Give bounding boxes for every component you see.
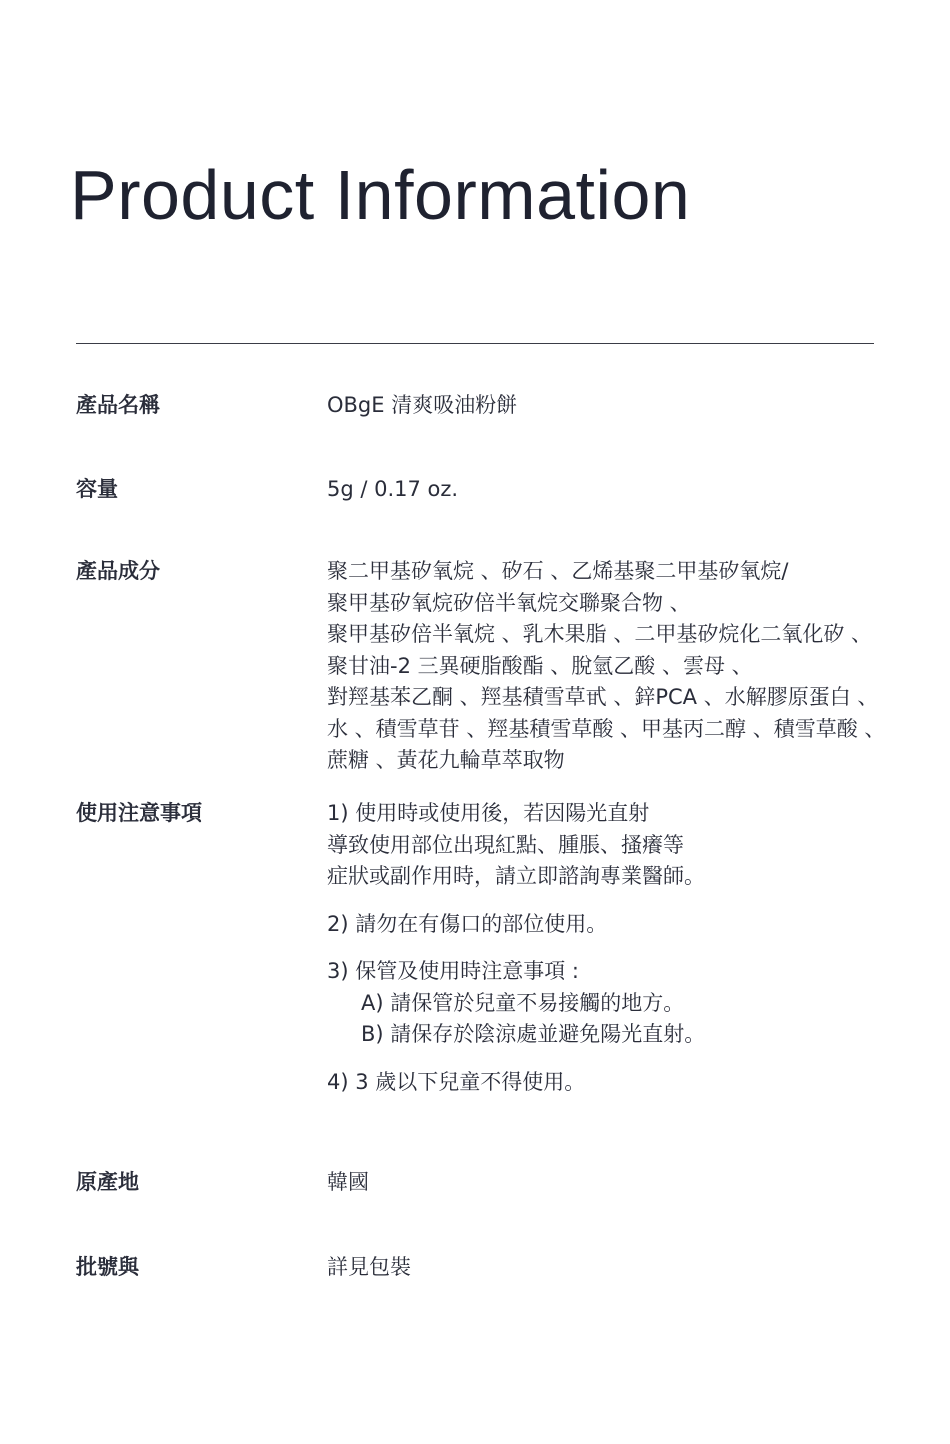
product-name-value: OBgE 清爽吸油粉餅 (327, 393, 518, 417)
origin-label: 原產地 (76, 1170, 139, 1194)
product-name-label: 產品名稱 (76, 393, 160, 417)
caution-line: 2) 請勿在有傷口的部位使用。 (327, 911, 608, 936)
caution-note-1 (327, 798, 877, 893)
ingredients-line: 水 、積雪草苷 、羥基積雪草酸 、甲基丙二醇 、積雪草酸 、 (327, 716, 886, 741)
ingredients-line: 對羥基苯乙酮 、羥基積雪草甙 、鋅PCA 、水解膠原蛋白 、 (327, 685, 879, 709)
capacity-value: 5g / 0.17 oz. (327, 477, 459, 501)
caution-line: 3) 保管及使用時注意事項 : (327, 959, 579, 983)
cautions-label: 使用注意事項 (76, 801, 202, 825)
caution-line: 4) 3 歲以下兒童不得使用。 (327, 1069, 586, 1094)
capacity-label: 容量 (76, 477, 118, 501)
ingredients-value (327, 556, 886, 777)
cautions-value (327, 798, 877, 1114)
caution-line: 1) 使用時或使用後，若因陽光直射 (327, 801, 650, 825)
origin-value: 韓國 (327, 1170, 369, 1194)
ingredients-label: 產品成分 (76, 559, 160, 583)
caution-line: 導致使用部位出現紅點、腫脹、搔癢等 (327, 832, 684, 857)
batch-value: 詳見包裝 (327, 1255, 411, 1279)
ingredients-line: 聚二甲基矽氧烷 、矽石 、乙烯基聚二甲基矽氧烷/ (327, 559, 789, 583)
caution-line: 症狀或副作用時，請立即諮詢專業醫師。 (327, 864, 705, 888)
ingredients-line: 聚甲基矽倍半氧烷 、乳木果脂 、二甲基矽烷化二氧化矽 、 (327, 622, 873, 646)
page-title: Product Information (70, 156, 691, 234)
caution-subline: B) 請保存於陰涼處並避免陽光直射。 (361, 1022, 706, 1046)
batch-label: 批號與 (76, 1255, 139, 1279)
caution-subline: A) 請保管於兒童不易接觸的地方。 (361, 990, 685, 1015)
ingredients-line: 蔗糖 、黃花九輪草萃取物 (327, 748, 565, 772)
caution-note-3 (327, 956, 877, 1051)
ingredients-line: 聚甲基矽氧烷矽倍半氧烷交聯聚合物 、 (327, 590, 691, 615)
caution-note-2 (327, 909, 877, 941)
divider (76, 343, 874, 344)
ingredients-line: 聚甘油-2 三異硬脂酸酯 、脫氫乙酸 、雲母 、 (327, 653, 753, 678)
caution-note-4 (327, 1067, 877, 1099)
